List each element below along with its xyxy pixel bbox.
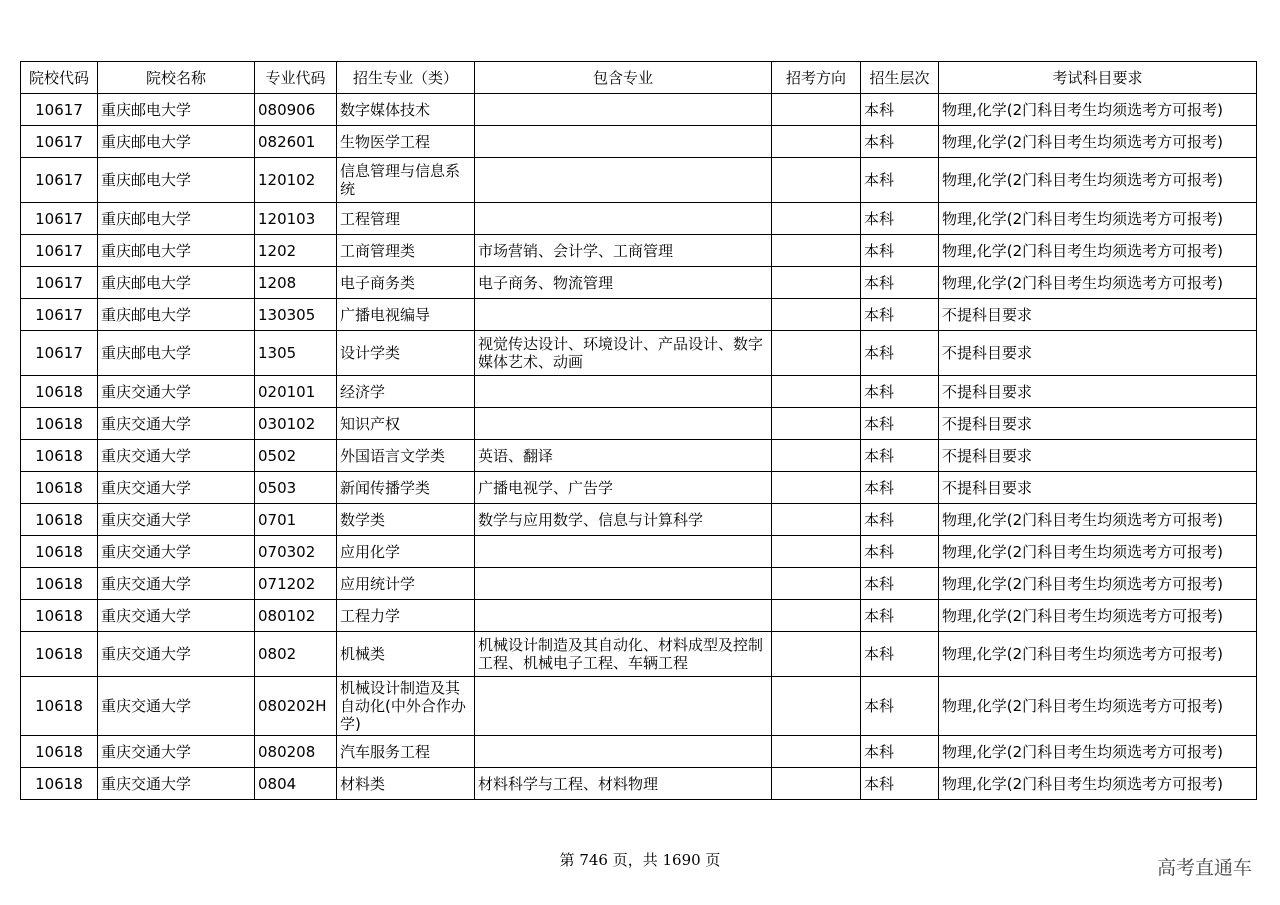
cell-direction: [772, 600, 861, 632]
cell-subject-requirements: 不提科目要求: [939, 376, 1257, 408]
cell-school-name: 重庆交通大学: [98, 376, 255, 408]
cell-direction: [772, 331, 861, 376]
cell-school-name: 重庆交通大学: [98, 536, 255, 568]
cell-major-code: 080102: [255, 600, 337, 632]
header-major: 招生专业（类）: [337, 62, 475, 94]
cell-school-name: 重庆邮电大学: [98, 235, 255, 267]
cell-major-code: 080906: [255, 94, 337, 126]
cell-school-name: 重庆邮电大学: [98, 158, 255, 203]
cell-major: 数学类: [337, 504, 475, 536]
cell-major-code: 130305: [255, 299, 337, 331]
cell-major: 生物医学工程: [337, 126, 475, 158]
table-row: [21, 158, 1257, 203]
cell-school-code: 10618: [21, 376, 98, 408]
header-major-code: 专业代码: [255, 62, 337, 94]
cell-school-name: 重庆交通大学: [98, 677, 255, 736]
table-row: [21, 376, 1257, 408]
cell-school-code: 10617: [21, 299, 98, 331]
cell-school-name: 重庆交通大学: [98, 632, 255, 677]
cell-level: 本科: [861, 408, 939, 440]
table-header-row: [21, 62, 1257, 94]
cell-school-name: 重庆邮电大学: [98, 94, 255, 126]
cell-subject-requirements: 物理,化学(2门科目考生均须选考方可报考): [939, 158, 1257, 203]
cell-school-code: 10618: [21, 472, 98, 504]
cell-school-name: 重庆交通大学: [98, 736, 255, 768]
cell-direction: [772, 472, 861, 504]
cell-included-majors: 材料科学与工程、材料物理: [475, 768, 772, 800]
cell-included-majors: [475, 536, 772, 568]
cell-major: 机械类: [337, 632, 475, 677]
cell-major: 机械设计制造及其自动化(中外合作办学): [337, 677, 475, 736]
cell-subject-requirements: 物理,化学(2门科目考生均须选考方可报考): [939, 267, 1257, 299]
cell-level: 本科: [861, 203, 939, 235]
cell-level: 本科: [861, 299, 939, 331]
cell-school-name: 重庆交通大学: [98, 568, 255, 600]
cell-school-code: 10618: [21, 408, 98, 440]
cell-school-name: 重庆邮电大学: [98, 331, 255, 376]
cell-direction: [772, 158, 861, 203]
cell-included-majors: [475, 736, 772, 768]
cell-school-name: 重庆交通大学: [98, 504, 255, 536]
cell-direction: [772, 440, 861, 472]
cell-direction: [772, 736, 861, 768]
cell-major: 知识产权: [337, 408, 475, 440]
cell-major: 新闻传播学类: [337, 472, 475, 504]
cell-subject-requirements: 物理,化学(2门科目考生均须选考方可报考): [939, 203, 1257, 235]
cell-direction: [772, 126, 861, 158]
cell-school-name: 重庆交通大学: [98, 472, 255, 504]
cell-major: 设计学类: [337, 331, 475, 376]
table-row: [21, 768, 1257, 800]
cell-included-majors: [475, 600, 772, 632]
cell-subject-requirements: 物理,化学(2门科目考生均须选考方可报考): [939, 677, 1257, 736]
cell-included-majors: [475, 94, 772, 126]
cell-school-code: 10618: [21, 504, 98, 536]
table-row: [21, 536, 1257, 568]
cell-level: 本科: [861, 536, 939, 568]
cell-major-code: 080202H: [255, 677, 337, 736]
cell-direction: [772, 203, 861, 235]
cell-school-name: 重庆邮电大学: [98, 267, 255, 299]
cell-school-name: 重庆邮电大学: [98, 299, 255, 331]
cell-level: 本科: [861, 768, 939, 800]
cell-level: 本科: [861, 568, 939, 600]
cell-subject-requirements: 物理,化学(2门科目考生均须选考方可报考): [939, 94, 1257, 126]
cell-level: 本科: [861, 331, 939, 376]
cell-direction: [772, 299, 861, 331]
cell-direction: [772, 376, 861, 408]
table-row: [21, 126, 1257, 158]
cell-level: 本科: [861, 677, 939, 736]
cell-major-code: 1305: [255, 331, 337, 376]
cell-subject-requirements: 物理,化学(2门科目考生均须选考方可报考): [939, 235, 1257, 267]
cell-major-code: 0701: [255, 504, 337, 536]
cell-major-code: 0802: [255, 632, 337, 677]
cell-included-majors: [475, 677, 772, 736]
cell-level: 本科: [861, 600, 939, 632]
cell-included-majors: [475, 203, 772, 235]
cell-level: 本科: [861, 736, 939, 768]
cell-subject-requirements: 不提科目要求: [939, 472, 1257, 504]
cell-level: 本科: [861, 267, 939, 299]
cell-level: 本科: [861, 472, 939, 504]
cell-school-name: 重庆交通大学: [98, 768, 255, 800]
cell-level: 本科: [861, 632, 939, 677]
table-row: [21, 235, 1257, 267]
cell-major: 材料类: [337, 768, 475, 800]
cell-included-majors: 英语、翻译: [475, 440, 772, 472]
cell-direction: [772, 94, 861, 126]
cell-major: 经济学: [337, 376, 475, 408]
header-school-code: 院校代码: [21, 62, 98, 94]
cell-school-code: 10617: [21, 331, 98, 376]
cell-major-code: 080208: [255, 736, 337, 768]
table-row: [21, 504, 1257, 536]
table-row: [21, 94, 1257, 126]
cell-major-code: 120103: [255, 203, 337, 235]
cell-major-code: 020101: [255, 376, 337, 408]
cell-included-majors: [475, 376, 772, 408]
cell-direction: [772, 267, 861, 299]
table-row: [21, 408, 1257, 440]
cell-level: 本科: [861, 504, 939, 536]
cell-subject-requirements: 物理,化学(2门科目考生均须选考方可报考): [939, 768, 1257, 800]
header-included-majors: 包含专业: [475, 62, 772, 94]
cell-major: 信息管理与信息系统: [337, 158, 475, 203]
cell-direction: [772, 568, 861, 600]
cell-school-name: 重庆邮电大学: [98, 126, 255, 158]
cell-major-code: 0804: [255, 768, 337, 800]
cell-school-code: 10617: [21, 126, 98, 158]
cell-direction: [772, 768, 861, 800]
table-row: [21, 568, 1257, 600]
page-number: 第 746 页，共 1690 页: [559, 851, 721, 869]
cell-subject-requirements: 物理,化学(2门科目考生均须选考方可报考): [939, 568, 1257, 600]
watermark-brand: 高考直通车: [1156, 857, 1252, 879]
cell-major: 应用化学: [337, 536, 475, 568]
cell-major-code: 030102: [255, 408, 337, 440]
table-row: [21, 677, 1257, 736]
cell-school-code: 10618: [21, 568, 98, 600]
cell-major: 工商管理类: [337, 235, 475, 267]
cell-school-code: 10617: [21, 267, 98, 299]
cell-included-majors: 电子商务、物流管理: [475, 267, 772, 299]
cell-school-code: 10617: [21, 235, 98, 267]
cell-major: 工程力学: [337, 600, 475, 632]
cell-school-code: 10618: [21, 736, 98, 768]
admission-table: [20, 61, 1257, 800]
cell-included-majors: 视觉传达设计、环境设计、产品设计、数字媒体艺术、动画: [475, 331, 772, 376]
cell-major-code: 082601: [255, 126, 337, 158]
cell-level: 本科: [861, 126, 939, 158]
cell-included-majors: 广播电视学、广告学: [475, 472, 772, 504]
cell-included-majors: [475, 299, 772, 331]
cell-level: 本科: [861, 376, 939, 408]
cell-subject-requirements: 不提科目要求: [939, 331, 1257, 376]
cell-major-code: 120102: [255, 158, 337, 203]
cell-major-code: 0503: [255, 472, 337, 504]
table-row: [21, 632, 1257, 677]
cell-major: 汽车服务工程: [337, 736, 475, 768]
cell-direction: [772, 677, 861, 736]
cell-school-code: 10618: [21, 768, 98, 800]
cell-school-name: 重庆交通大学: [98, 408, 255, 440]
cell-included-majors: [475, 158, 772, 203]
cell-included-majors: [475, 126, 772, 158]
cell-school-name: 重庆交通大学: [98, 440, 255, 472]
table-row: [21, 203, 1257, 235]
cell-major: 电子商务类: [337, 267, 475, 299]
table-row: [21, 440, 1257, 472]
cell-major: 工程管理: [337, 203, 475, 235]
table-row: [21, 299, 1257, 331]
cell-subject-requirements: 物理,化学(2门科目考生均须选考方可报考): [939, 536, 1257, 568]
cell-included-majors: 机械设计制造及其自动化、材料成型及控制工程、机械电子工程、车辆工程: [475, 632, 772, 677]
cell-included-majors: 数学与应用数学、信息与计算科学: [475, 504, 772, 536]
cell-included-majors: [475, 408, 772, 440]
cell-school-code: 10617: [21, 203, 98, 235]
table-row: [21, 600, 1257, 632]
cell-direction: [772, 504, 861, 536]
cell-school-code: 10618: [21, 440, 98, 472]
cell-school-code: 10618: [21, 677, 98, 736]
cell-major: 外国语言文学类: [337, 440, 475, 472]
header-subject-requirements: 考试科目要求: [939, 62, 1257, 94]
table-row: [21, 267, 1257, 299]
cell-subject-requirements: 不提科目要求: [939, 440, 1257, 472]
cell-major-code: 1202: [255, 235, 337, 267]
cell-direction: [772, 536, 861, 568]
cell-direction: [772, 408, 861, 440]
table-row: [21, 736, 1257, 768]
header-direction: 招考方向: [772, 62, 861, 94]
cell-subject-requirements: 不提科目要求: [939, 299, 1257, 331]
table-row: [21, 331, 1257, 376]
cell-subject-requirements: 物理,化学(2门科目考生均须选考方可报考): [939, 504, 1257, 536]
cell-included-majors: 市场营销、会计学、工商管理: [475, 235, 772, 267]
cell-level: 本科: [861, 235, 939, 267]
cell-school-code: 10618: [21, 600, 98, 632]
cell-subject-requirements: 物理,化学(2门科目考生均须选考方可报考): [939, 632, 1257, 677]
cell-school-name: 重庆邮电大学: [98, 203, 255, 235]
cell-level: 本科: [861, 440, 939, 472]
header-level: 招生层次: [861, 62, 939, 94]
cell-subject-requirements: 不提科目要求: [939, 408, 1257, 440]
cell-level: 本科: [861, 94, 939, 126]
cell-subject-requirements: 物理,化学(2门科目考生均须选考方可报考): [939, 600, 1257, 632]
cell-direction: [772, 235, 861, 267]
cell-major-code: 1208: [255, 267, 337, 299]
header-school-name: 院校名称: [98, 62, 255, 94]
cell-school-code: 10617: [21, 158, 98, 203]
cell-school-code: 10618: [21, 632, 98, 677]
cell-school-code: 10617: [21, 94, 98, 126]
cell-school-name: 重庆交通大学: [98, 600, 255, 632]
cell-subject-requirements: 物理,化学(2门科目考生均须选考方可报考): [939, 126, 1257, 158]
cell-included-majors: [475, 568, 772, 600]
cell-major-code: 070302: [255, 536, 337, 568]
cell-major-code: 071202: [255, 568, 337, 600]
cell-direction: [772, 632, 861, 677]
table-row: [21, 472, 1257, 504]
cell-major-code: 0502: [255, 440, 337, 472]
cell-school-code: 10618: [21, 536, 98, 568]
cell-major: 应用统计学: [337, 568, 475, 600]
cell-subject-requirements: 物理,化学(2门科目考生均须选考方可报考): [939, 736, 1257, 768]
cell-major: 广播电视编导: [337, 299, 475, 331]
cell-level: 本科: [861, 158, 939, 203]
cell-major: 数字媒体技术: [337, 94, 475, 126]
